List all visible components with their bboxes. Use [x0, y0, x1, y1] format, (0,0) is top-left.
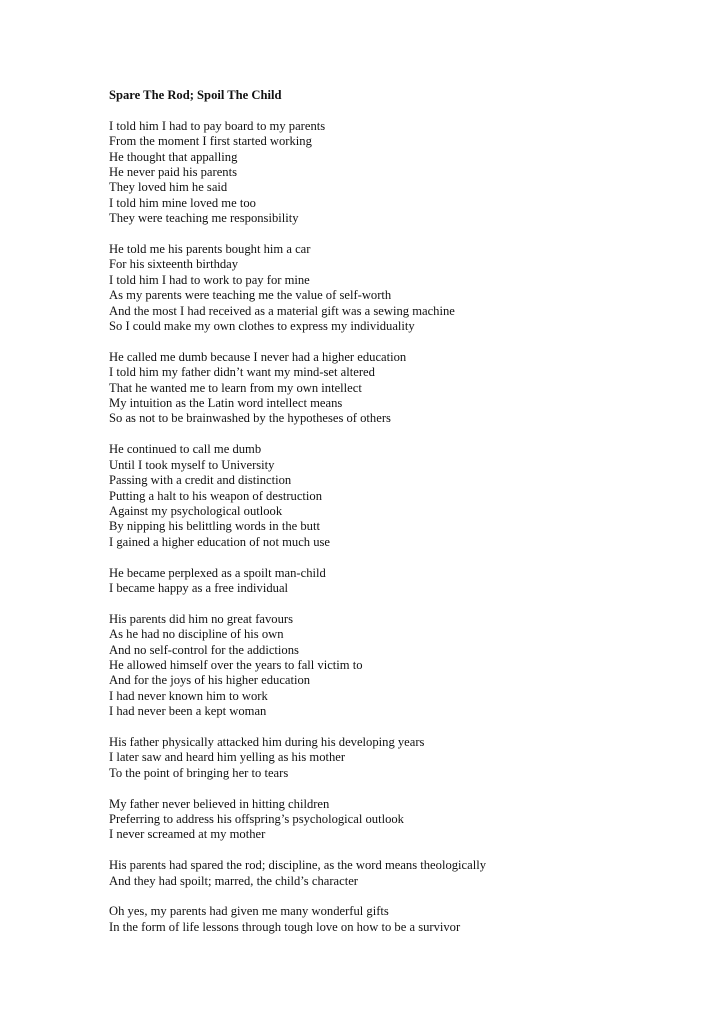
poem-line: As he had no discipline of his own: [109, 627, 284, 642]
poem-line: I never screamed at my mother: [109, 827, 266, 842]
poem-line: My intuition as the Latin word intellect means: [109, 396, 343, 411]
poem-line: Oh yes, my parents had given me many wonderful gifts: [109, 904, 389, 919]
poem-line: So I could make my own clothes to express my individuality: [109, 319, 415, 334]
poem-stanzas: [109, 119, 709, 935]
poem-line: He thought that appalling: [109, 149, 238, 164]
poem-line: He continued to call me dumb: [109, 442, 262, 457]
poem-line: Putting a halt to his weapon of destruction: [109, 488, 323, 503]
stanza: [109, 612, 709, 720]
poem-line: By nipping his belittling words in the butt: [109, 519, 320, 534]
poem-line: His parents had spared the rod; discipline, as the word means theologically: [109, 858, 487, 873]
poem-line: And the most I had received as a material gift was a sewing machine: [109, 303, 455, 318]
poem-line: He told me his parents bought him a car: [109, 242, 311, 257]
poem-line: They were teaching me responsibility: [109, 211, 299, 226]
poem-line: His father physically attacked him during his developing years: [109, 734, 425, 749]
poem-line: They loved him he said: [109, 180, 228, 195]
poem-line: In the form of life lessons through tough love on how to be a survivor: [109, 919, 461, 934]
document-body: [109, 88, 709, 951]
poem-line: I had never known him to work: [109, 688, 268, 703]
poem-line: My father never believed in hitting children: [109, 796, 330, 811]
poem-title: Spare The Rod; Spoil The Child: [109, 88, 282, 102]
poem-line: And they had spoilt; marred, the child’s character: [109, 873, 358, 888]
stanza: [109, 797, 709, 843]
stanza: [109, 735, 709, 781]
poem-line: I had never been a kept woman: [109, 704, 267, 719]
poem-line: That he wanted me to learn from my own intellect: [109, 380, 362, 395]
poem-line: And for the joys of his higher education: [109, 673, 311, 688]
poem-line: Until I took myself to University: [109, 457, 275, 472]
poem-line: I became happy as a free individual: [109, 580, 289, 595]
stanza: [109, 350, 709, 427]
poem-line: And no self-control for the addictions: [109, 642, 299, 657]
poem-line: I told him I had to pay board to my parents: [109, 118, 326, 133]
stanza: [109, 442, 709, 550]
poem-line: Against my psychological outlook: [109, 503, 283, 518]
poem-line: I told him my father didn’t want my mind-set altered: [109, 365, 375, 380]
poem-line: To the point of bringing her to tears: [109, 765, 289, 780]
stanza: [109, 242, 709, 334]
poem-line: I gained a higher education of not much use: [109, 534, 331, 549]
stanza: [109, 904, 709, 935]
poem-line: His parents did him no great favours: [109, 611, 293, 626]
poem-line: For his sixteenth birthday: [109, 257, 239, 272]
poem-line: From the moment I first started working: [109, 134, 312, 149]
poem-line: I told him mine loved me too: [109, 195, 256, 210]
stanza: [109, 119, 709, 227]
stanza: [109, 566, 709, 597]
poem-line: He became perplexed as a spoilt man-child: [109, 565, 326, 580]
poem-line: As my parents were teaching me the value of self-worth: [109, 288, 392, 303]
poem-line: I told him I had to work to pay for mine: [109, 272, 310, 287]
stanza: [109, 858, 709, 889]
poem-line: Preferring to address his offspring’s psychological outlook: [109, 811, 404, 826]
poem-line: He allowed himself over the years to fall victim to: [109, 657, 363, 672]
poem-line: He never paid his parents: [109, 165, 237, 180]
poem-line: So as not to be brainwashed by the hypotheses of others: [109, 411, 391, 426]
poem-line: He called me dumb because I never had a higher education: [109, 349, 407, 364]
poem-line: I later saw and heard him yelling as his mother: [109, 750, 346, 765]
poem-line: Passing with a credit and distinction: [109, 473, 292, 488]
